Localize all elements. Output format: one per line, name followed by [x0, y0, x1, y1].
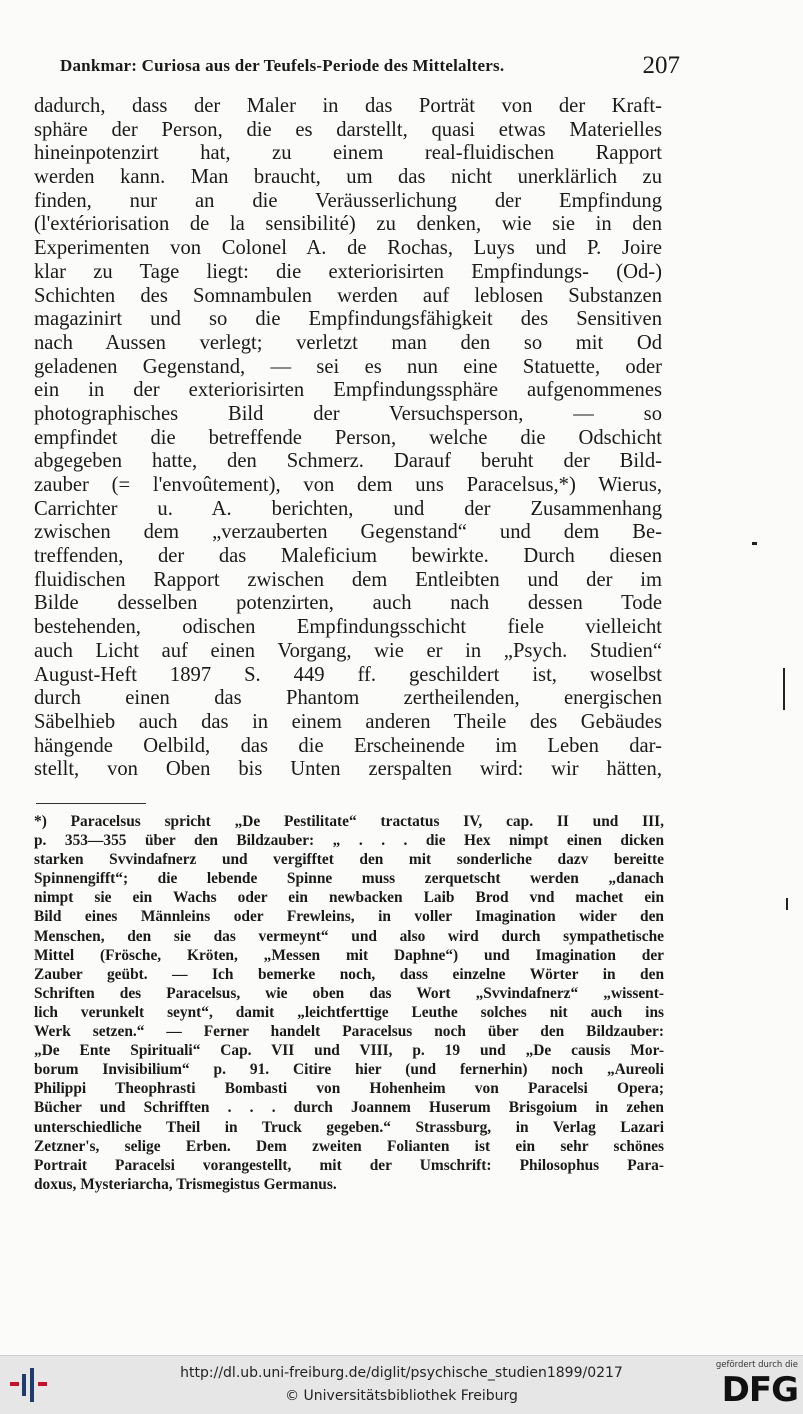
body-line: geladenen Gegenstand, — sei es nun eine Statuette, oder — [34, 355, 662, 378]
footnote-line: „De Ente Spirituali“ Cap. VII und VIII, p. 19 und „De causis Mor- — [34, 1042, 664, 1060]
footnote-line: *) Paracelsus spricht „De Pestilitate“ tractatus IV, cap. II und III, — [34, 813, 664, 830]
page-header — [60, 52, 680, 82]
body-line: Schichten des Somnambulen werden auf leblosen Substanzen — [34, 284, 662, 307]
body-line: empfindet die betreffende Person, welche die Odschicht — [34, 426, 662, 449]
body-line: Säbelhieb auch das in einem anderen Theile des Gebäudes — [34, 710, 662, 733]
body-line: Bilde desselben potenzirten, auch nach dessen Tode — [34, 592, 662, 615]
body-line: bestehenden, odischen Empfindungsschicht fiele vielleicht — [34, 616, 662, 639]
body-line: Carrichter u. A. berichten, und der Zusammenhang — [34, 497, 662, 520]
footnote-line: Bücher und Schrifften . . . durch Joannem Huserum Brisgoium in zehen — [34, 1099, 664, 1117]
dfg-funding-badge — [706, 1360, 798, 1410]
footnote-line: unterschiedliche Theil in Truck gegeben.“ Strassburg, in Verlag Lazari — [34, 1118, 664, 1136]
footnote-line: Bild eines Männleins oder Frewleins, in voller Imagination wider den — [34, 908, 664, 926]
body-line: abgegeben hatte, den Schmerz. Darauf beruht der Bild- — [34, 450, 662, 473]
body-line: magazinirt und so die Empfindungsfähigkeit des Sensitiven — [34, 308, 662, 331]
body-line: stellt, von Oben bis Unten zerspalten wird: wir hätten, — [34, 758, 662, 781]
page-number: 207 — [642, 52, 680, 79]
body-line: photographisches Bild der Versuchsperson, — so — [34, 402, 662, 425]
dfg-logo: DFG — [721, 1370, 798, 1410]
body-line: Experimenten von Colonel A. de Rochas, Luys und P. Joire — [34, 237, 662, 260]
body-line: hineinpotenzirt hat, zu einem real-fluidischen Rapport — [34, 142, 662, 165]
body-line: sphäre der Person, die es darstellt, quasi etwas Materielles — [34, 118, 662, 141]
copyright-text: © Universitätsbibliothek Freiburg — [285, 1388, 518, 1404]
footnote-line: doxus, Mysteriarcha, Trismegistus Germanus. — [34, 1175, 337, 1193]
footnote-line: Schriften des Paracelsus, wie oben das Wort „Svvindafnerz“ „wissent- — [34, 984, 664, 1002]
footnote-line: lich verunkelt seynt“, damit „leichtferttige Leuthe solches nit auch ins — [34, 1003, 664, 1021]
footnote-line: Mittel (Frösche, Kröten, „Messen mit Daphne“) und Imagination der — [34, 946, 664, 964]
viewer-footer — [0, 1355, 803, 1414]
body-text — [34, 95, 662, 782]
running-title: Dankmar: Curiosa aus der Teufels-Periode des Mittelalters. — [60, 56, 505, 75]
body-line: klar zu Tage liegt: die exteriorisirten Empfindungs- (Od-) — [34, 260, 662, 283]
body-line: finden, nur an die Veräusserlichung der Empfindung — [34, 189, 662, 212]
body-line: werden kann. Man braucht, um das nicht unerklärlich zu — [34, 166, 662, 189]
footnote-line: borum Invisibilium“ p. 91. Citire hier (und fernerhin) noch „Aureoli — [34, 1061, 664, 1079]
footnote-line: starken Svvindafnerz und vergifftet den mit sonderliche dazv bereitte — [34, 851, 664, 869]
footnote-line: Zetzner's, selige Erben. Dem zweiten Folianten ist ein sehr schönes — [34, 1137, 664, 1155]
body-line: durch einen das Phantom zertheilenden, energischen — [34, 687, 662, 710]
body-line: auch Licht auf einen Vorgang, wie er in „Psych. Studien“ — [34, 639, 662, 662]
margin-mark — [786, 898, 788, 910]
footnote-line: Zauber geübt. — Ich bemerke noch, dass einzelne Wörter in den — [34, 965, 664, 983]
footnote-separator — [36, 803, 146, 804]
footnote-line: p. 353—355 über den Bildzauber: „ . . . die Hex nimpt einen dicken — [34, 832, 664, 850]
footnote-line: Menschen, den sie das vermeynt“ und also wird durch sympathetische — [34, 927, 664, 945]
footnote-line: Portrait Paracelsi vorangestellt, mit der Umschrift: Philosophus Para- — [34, 1156, 664, 1174]
margin-mark — [783, 668, 785, 710]
permalink-link[interactable]: http://dl.ub.uni-freiburg.de/diglit/psychische_studien1899/0217 — [180, 1365, 623, 1381]
dfg-caption: gefördert durch die — [715, 1360, 798, 1370]
body-line: hängende Oelbild, das die Erscheinende im Leben dar- — [34, 734, 662, 757]
body-line: (l'extériorisation de la sensibilité) zu denken, wie sie in den — [34, 213, 662, 236]
footnote-line: Spinnengifft“; die lebende Spinne muss zerquetscht werden „danach — [34, 870, 664, 888]
body-line: treffenden, der das Maleficium bewirkte. Durch diesen — [34, 545, 662, 568]
body-line: August-Heft 1897 S. 449 ff. geschildert ist, woselbst — [34, 663, 662, 686]
body-line: zwischen dem „verzauberten Gegenstand“ und dem Be- — [34, 521, 662, 544]
footnote-line: Werk setzen.“ — Ferner handelt Paracelsus noch über den Bildzauber: — [34, 1023, 664, 1041]
footnote-block — [34, 812, 664, 1194]
body-line: nach Aussen verlegt; verletzt man den so mit Od — [34, 331, 662, 354]
body-line: dadurch, dass der Maler in das Porträt von der Kraft- — [34, 95, 662, 117]
footnote-line: Philippi Theophrasti Bombasti von Hohenheim von Paracelsi Opera; — [34, 1080, 664, 1098]
body-line: zauber (= l'envoûtement), von dem uns Paracelsus,*) Wierus, — [34, 474, 662, 496]
footnote-line: nimpt sie ein Wachs oder ein newbacken Laib Brod vnd machet ein — [34, 889, 664, 907]
margin-mark — [752, 542, 757, 545]
body-line: ein in der exteriorisirten Empfindungssphäre aufgenommenes — [34, 379, 662, 402]
body-line: fluidischen Rapport zwischen dem Entleibten und der im — [34, 568, 662, 591]
